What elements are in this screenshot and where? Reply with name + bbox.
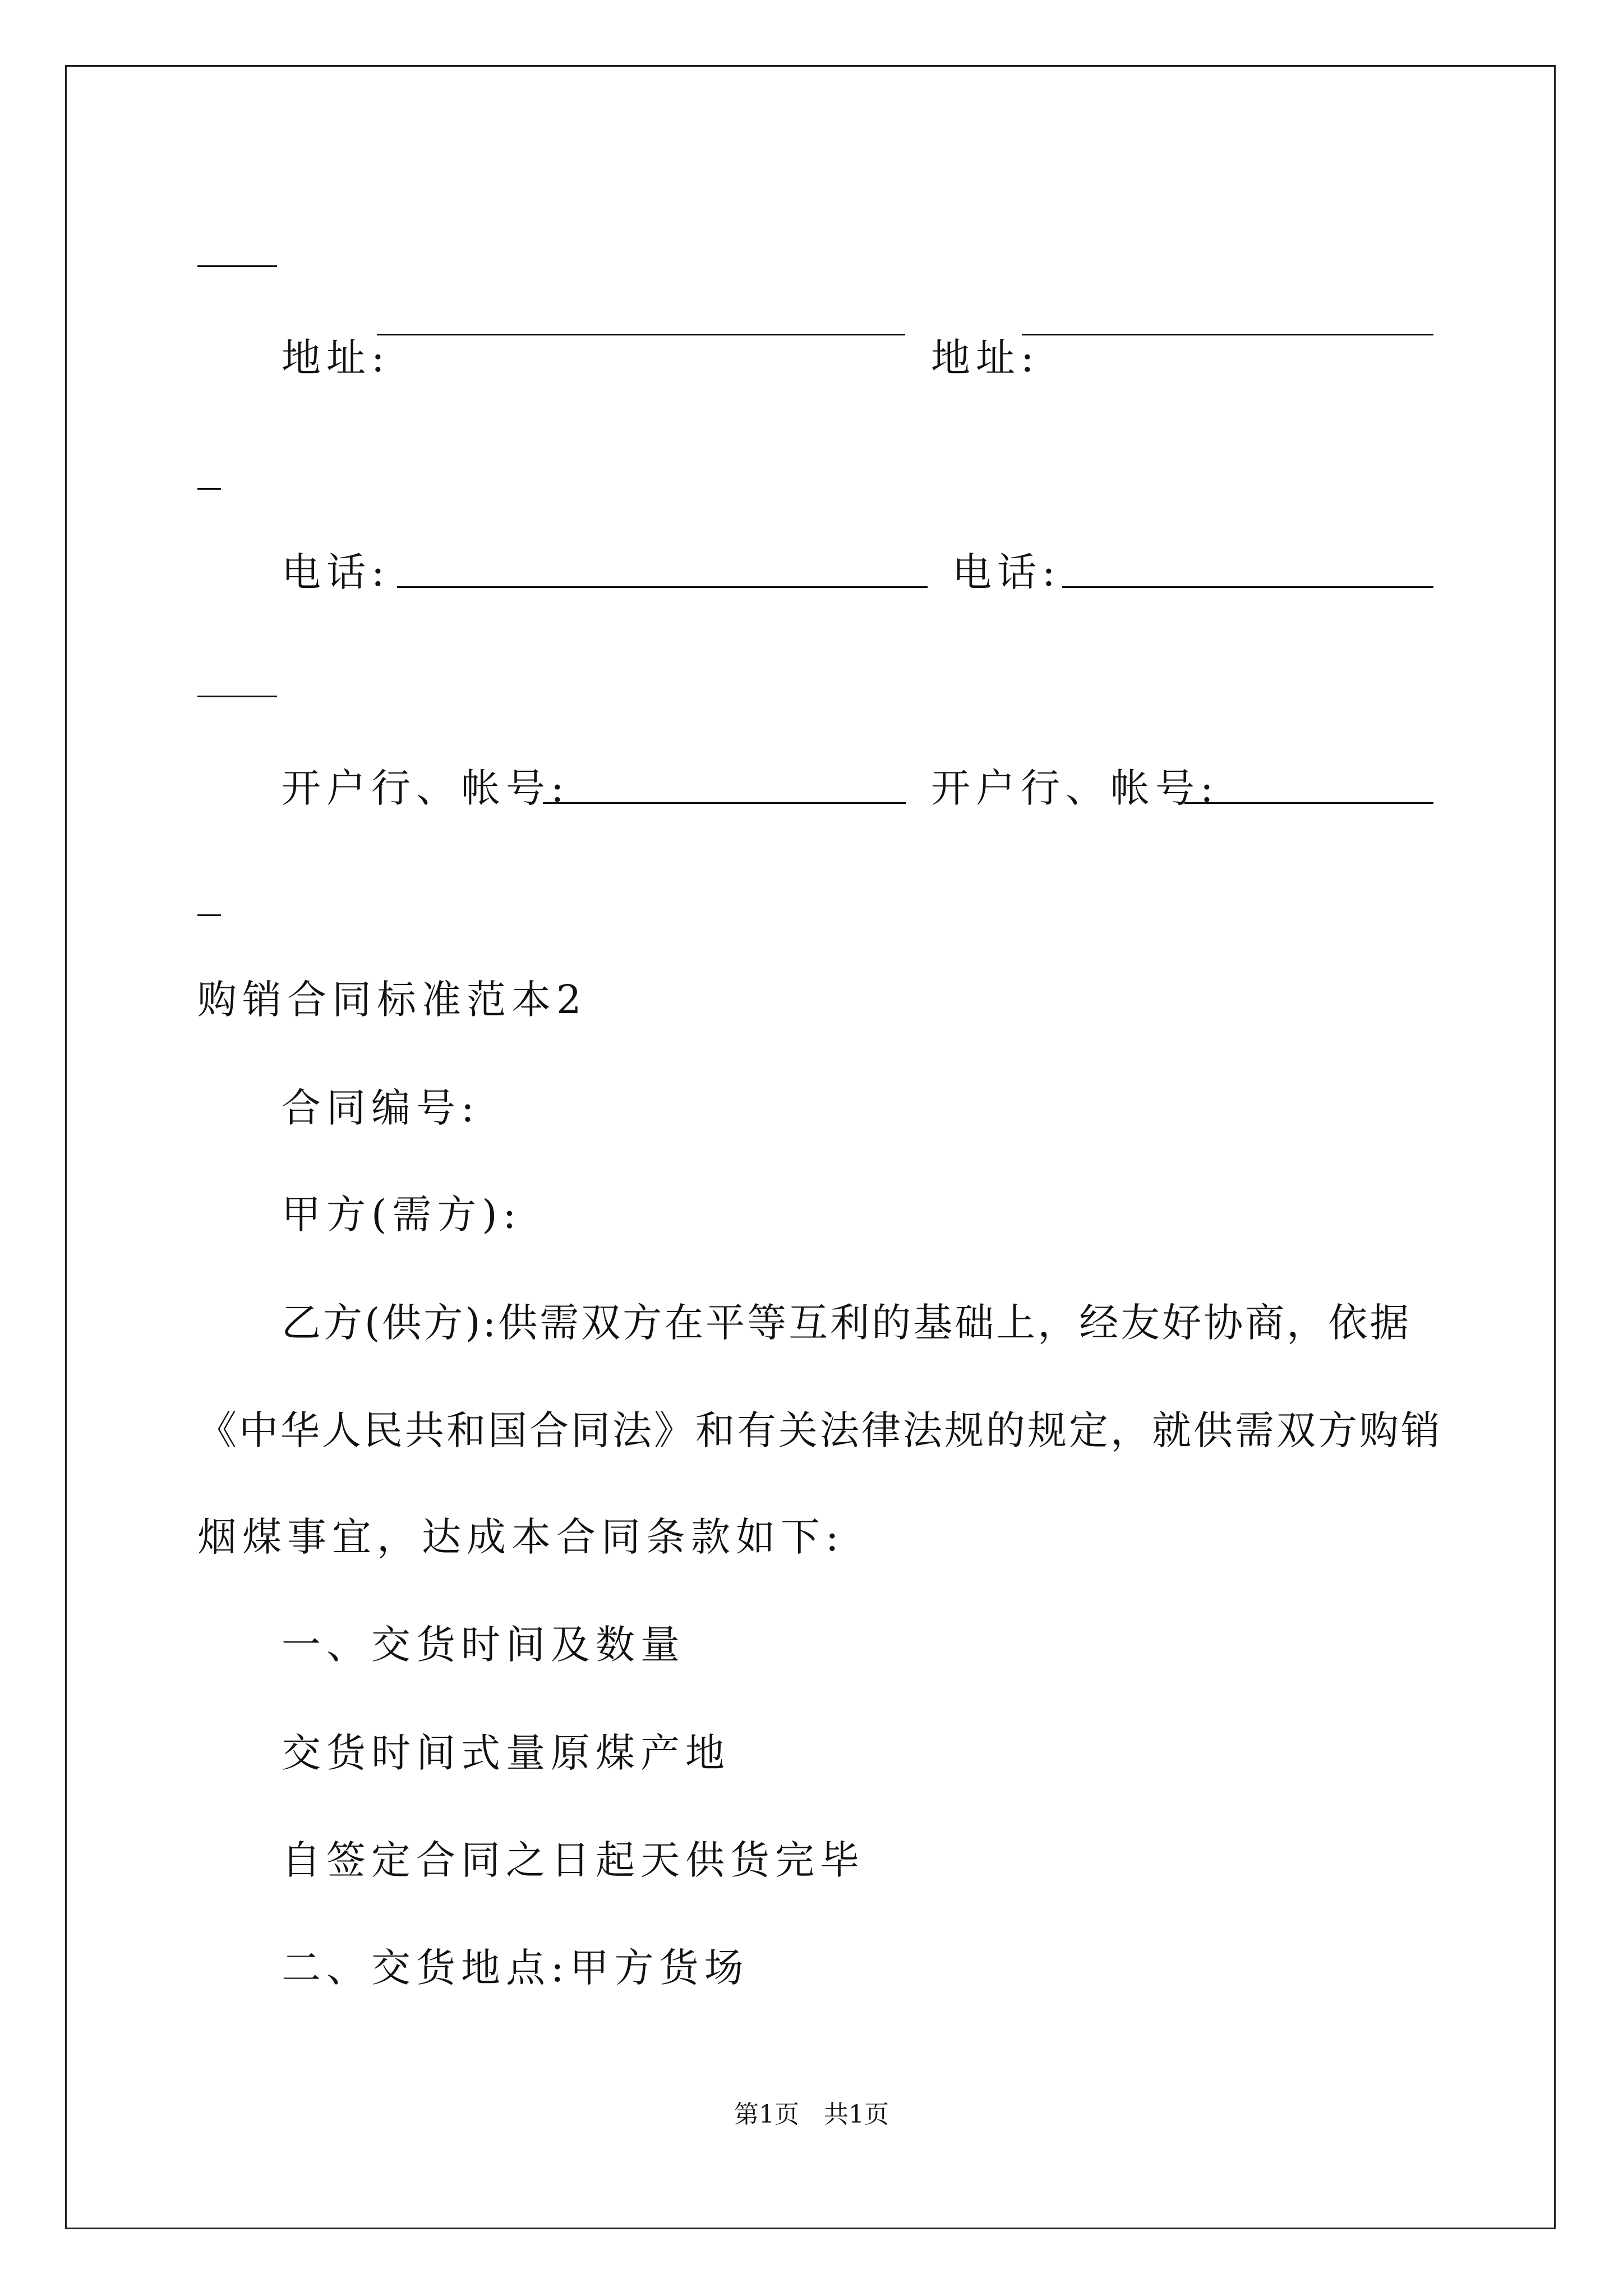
party-a-label: 甲方(需方): xyxy=(282,1191,522,1237)
contract-number-label: 合同编号: xyxy=(282,1085,480,1131)
clause-2: 二、交货地点:甲方货场 xyxy=(282,1945,749,1991)
bank-account-blank-left[interactable] xyxy=(543,802,906,804)
phone-blank-left[interactable] xyxy=(397,586,928,588)
blank-line-continuation xyxy=(197,265,277,267)
bank-account-label-left: 开户行、帐号: xyxy=(282,765,570,811)
party-b-paragraph-line-1: 乙方(供方):供需双方在平等互利的基础上，经友好协商，依据 xyxy=(282,1300,1412,1346)
party-b-paragraph-line-3: 烟煤事宜，达成本合同条款如下: xyxy=(197,1514,845,1560)
phone-label-right: 电话: xyxy=(952,549,1061,595)
clause-1-row: 自签定合同之日起天供货完毕 xyxy=(282,1837,865,1883)
blank-line-continuation xyxy=(197,914,221,916)
bank-account-label-right: 开户行、帐号: xyxy=(931,765,1219,811)
address-blank-left[interactable] xyxy=(377,334,905,335)
phone-blank-right[interactable] xyxy=(1062,586,1433,588)
address-label-left: 地址: xyxy=(282,335,390,381)
page-border xyxy=(65,65,1556,2229)
clause-1-table-header: 交货时间式量原煤产地 xyxy=(282,1730,730,1776)
section-title: 购销合同标准范本2 xyxy=(197,977,587,1023)
blank-line-continuation xyxy=(197,696,277,697)
address-blank-right[interactable] xyxy=(1022,334,1433,335)
bank-account-blank-right[interactable] xyxy=(1184,802,1433,804)
clause-1-title: 一、交货时间及数量 xyxy=(282,1622,685,1668)
phone-label-left: 电话: xyxy=(282,549,390,595)
party-b-paragraph-line-2: 《中华人民共和国合同法》和有关法律法规的规定，就供需双方购销 xyxy=(197,1407,1442,1453)
address-label-right: 地址: xyxy=(931,335,1040,381)
blank-line-continuation xyxy=(197,488,221,490)
page-footer: 第1页 共1页 xyxy=(734,2100,889,2129)
